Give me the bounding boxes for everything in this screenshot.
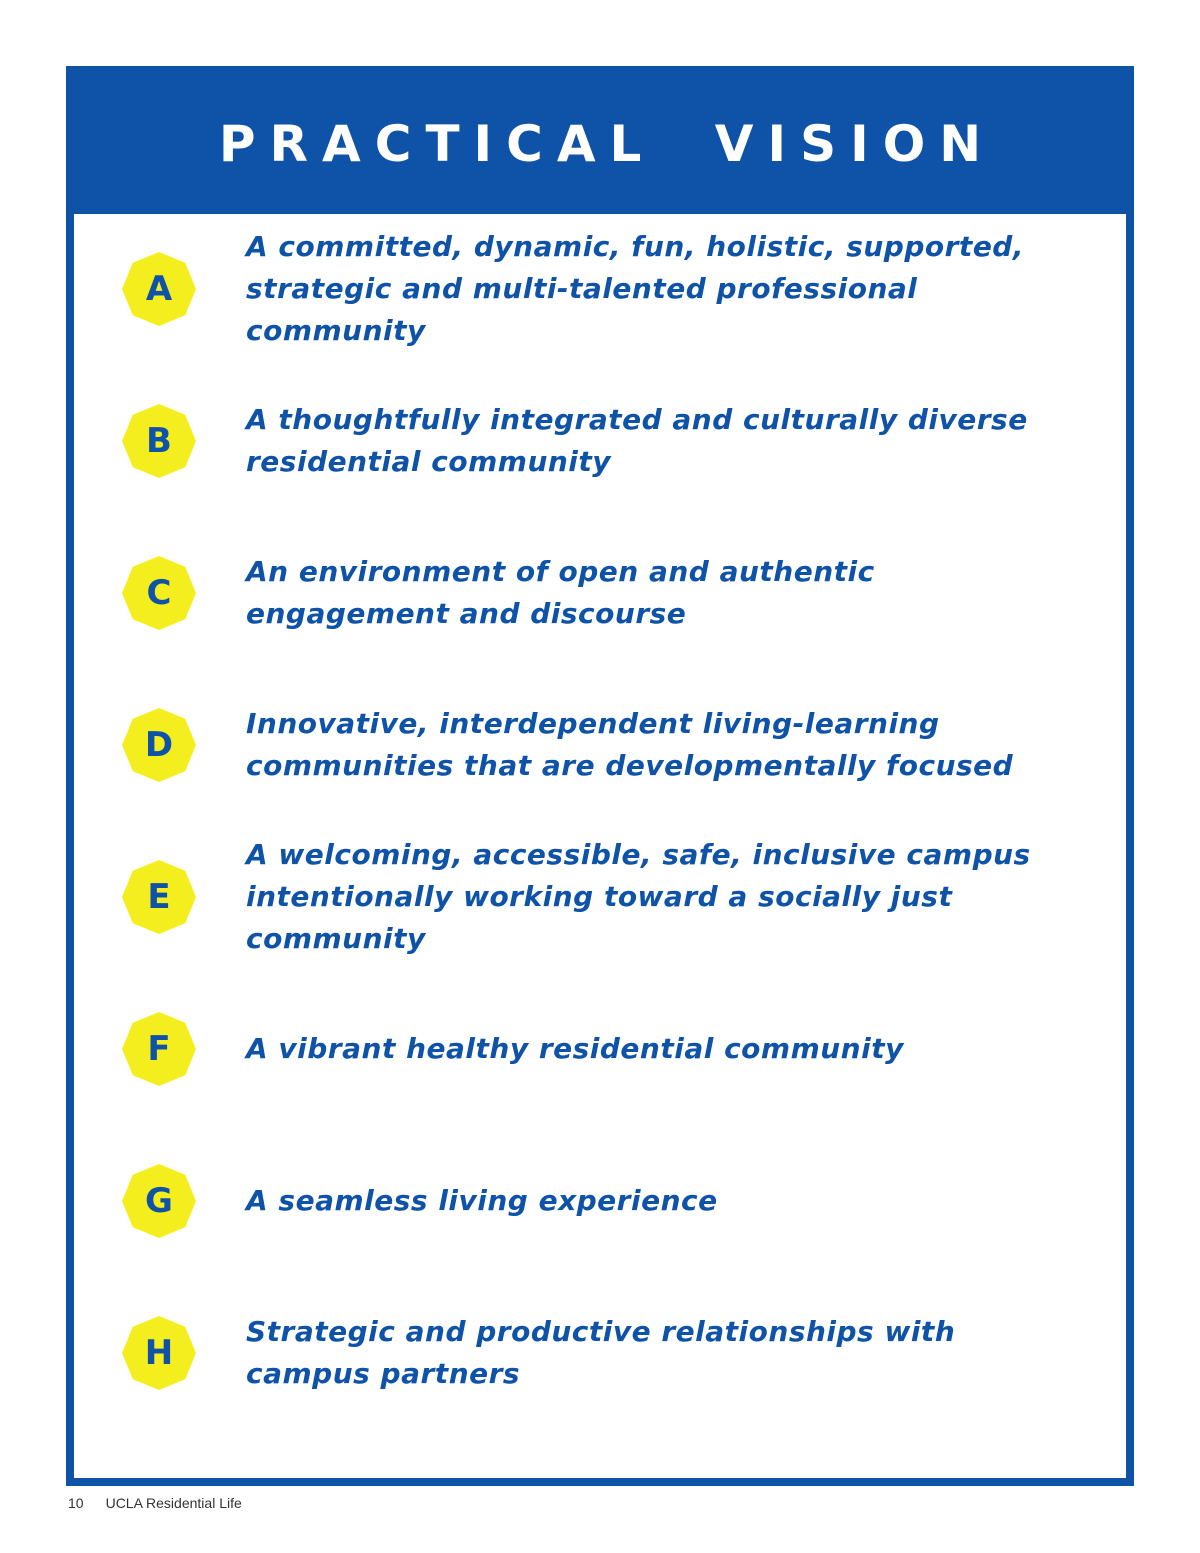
vision-item-a	[74, 214, 1126, 364]
octagon-badge-icon	[122, 1012, 196, 1086]
octagon-badge-icon	[122, 1164, 196, 1238]
octagon-badge-icon	[122, 860, 196, 934]
publication-name: UCLA Residential Life	[105, 1495, 242, 1511]
vision-item-text: A committed, dynamic, fun, holistic, supported, strategic and multi-talented professional community	[246, 230, 1024, 347]
vision-item-text: An environment of open and authentic engagement and discourse	[246, 555, 875, 630]
octagon-badge-icon	[122, 556, 196, 630]
octagon-badge-icon	[122, 1316, 196, 1390]
vision-item-b	[74, 366, 1126, 516]
vision-item-text: A thoughtfully integrated and culturally diverse residential community	[246, 403, 1028, 478]
page-number: 10	[68, 1495, 84, 1511]
badge-letter: G	[145, 1181, 173, 1221]
vision-item-d	[74, 670, 1126, 820]
badge-letter: C	[146, 573, 172, 613]
vision-item-text: A welcoming, accessible, safe, inclusive campus intentionally working toward a socially just community	[246, 838, 1031, 955]
badge-letter: D	[144, 725, 174, 765]
badge-letter: E	[147, 877, 171, 917]
title-banner	[74, 74, 1126, 214]
page-footer	[68, 1495, 242, 1511]
vision-item-text: A vibrant healthy residential community	[246, 1032, 904, 1065]
octagon-badge-icon	[122, 404, 196, 478]
badge-letter: B	[146, 421, 172, 461]
vision-item-e	[74, 822, 1126, 972]
badge-letter: A	[145, 269, 173, 309]
vision-item-g	[74, 1126, 1126, 1276]
vision-item-text: Innovative, interdependent living-learning communities that are developmentally focused	[246, 707, 1014, 782]
vision-item-f	[74, 974, 1126, 1124]
page-title: PRACTICAL VISION	[218, 115, 996, 173]
octagon-badge-icon	[122, 708, 196, 782]
badge-letter: F	[147, 1029, 171, 1069]
octagon-badge-icon	[122, 252, 196, 326]
vision-frame	[66, 66, 1134, 1486]
vision-item-h	[74, 1278, 1126, 1428]
vision-item-text: A seamless living experience	[246, 1184, 718, 1217]
badge-letter: H	[144, 1333, 174, 1373]
vision-item-c	[74, 518, 1126, 668]
vision-item-text: Strategic and productive relationships with campus partners	[246, 1315, 956, 1390]
